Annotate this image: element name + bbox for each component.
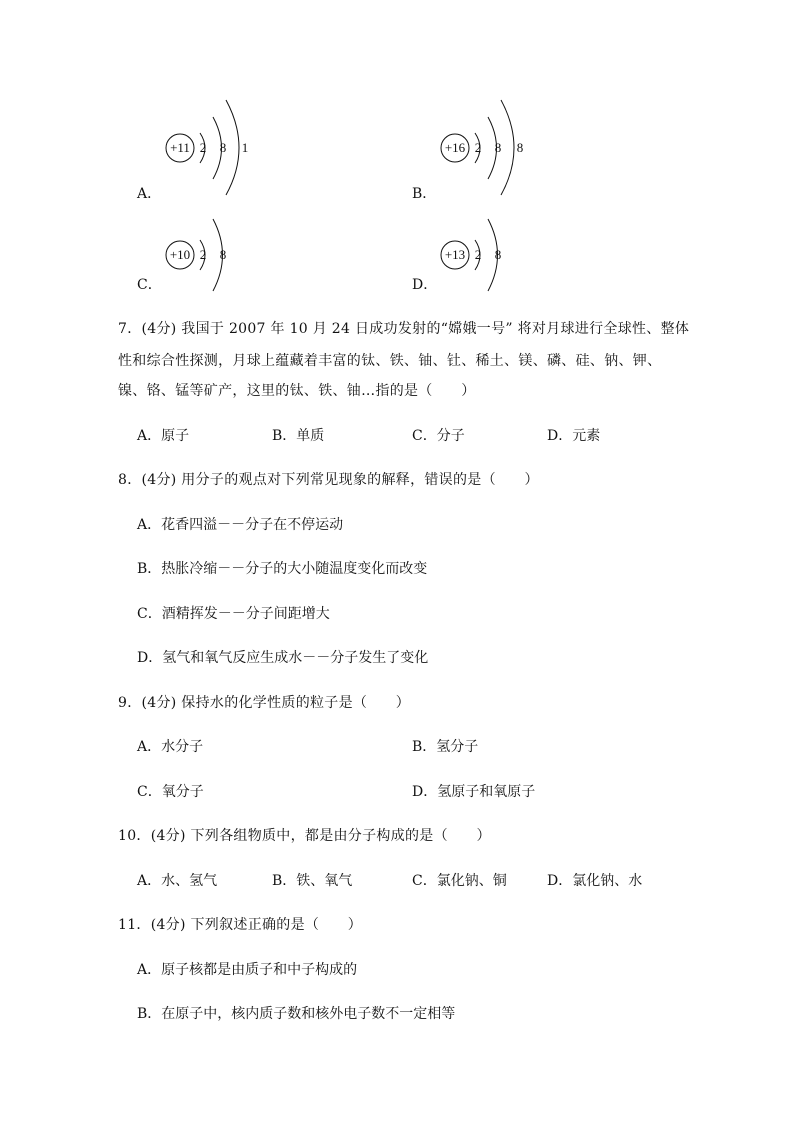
atom-diagram-d <box>425 215 525 299</box>
q10-stem: 10．(4分) 下列各组物质中，都是由分子构成的是（ ） <box>118 828 491 844</box>
atom-option-label-c: C． <box>137 277 162 293</box>
q10-option-c[interactable]: C．氯化钠、铜 <box>412 873 507 889</box>
q9-stem: 9．(4分) 保持水的化学性质的粒子是（ ） <box>118 695 411 711</box>
q7-option-d[interactable]: D．元素 <box>547 428 601 444</box>
shell-electrons-2: 8 <box>219 140 227 155</box>
shell-electrons-2: 8 <box>219 247 227 262</box>
q10-option-d[interactable]: D．氯化钠、水 <box>547 873 643 889</box>
q10-option-a[interactable]: A．水、氢气 <box>137 873 218 889</box>
q7-stem-line-1: 7．(4分) 我国于 2007 年 10 月 24 日成功发射的“嫦娥一号” 将对月球进行全球性、整体 <box>118 321 690 337</box>
nucleus-charge: +11 <box>170 140 190 155</box>
q10-option-b[interactable]: B．铁、氧气 <box>272 873 353 889</box>
q11-stem: 11．(4分) 下列叙述正确的是（ ） <box>118 917 363 933</box>
atom-option-label-d: D． <box>412 277 438 293</box>
q8-stem: 8．(4分) 用分子的观点对下列常见现象的解释，错误的是（ ） <box>118 472 539 488</box>
q11-option-a[interactable]: A．原子核都是由质子和中子构成的 <box>137 962 358 978</box>
shell-electrons-1: 2 <box>474 140 482 155</box>
q9-option-c[interactable]: C．氧分子 <box>137 784 204 800</box>
shell-electrons-2: 8 <box>494 247 502 262</box>
shell-electrons-1: 2 <box>474 247 482 262</box>
q7-stem-line-2: 性和综合性探测，月球上蕴藏着丰富的钛、铁、铀、钍、稀土、镁、磷、硅、钠、钾、 <box>118 353 662 369</box>
q8-option-d[interactable]: D．氢气和氧气反应生成水－－分子发生了变化 <box>137 650 429 666</box>
shell-arc-3 <box>501 100 514 195</box>
shell-electrons-2: 8 <box>494 140 502 155</box>
q11-option-b[interactable]: B．在原子中，核内质子数和核外电子数不一定相等 <box>137 1006 456 1022</box>
shell-arc-3 <box>226 100 239 195</box>
q9-option-d[interactable]: D．氢原子和氧原子 <box>412 784 536 800</box>
q7-option-a[interactable]: A．原子 <box>137 428 190 444</box>
q8-option-c[interactable]: C．酒精挥发－－分子间距增大 <box>137 606 330 622</box>
nucleus-charge: +16 <box>444 140 466 155</box>
atom-diagram-a-svg <box>150 95 270 195</box>
atom-option-label-a: A． <box>137 186 162 202</box>
q8-option-b[interactable]: B．热胀冷缩－－分子的大小随温度变化而改变 <box>137 561 428 577</box>
atom-diagram-b-svg <box>425 95 545 195</box>
atom-diagram-b <box>425 95 545 199</box>
atom-diagram-d-svg <box>425 215 525 295</box>
atom-diagram-c-svg <box>150 215 250 295</box>
q9-option-b[interactable]: B．氢分子 <box>412 739 479 755</box>
q8-option-a[interactable]: A．花香四溢－－分子在不停运动 <box>137 517 344 533</box>
shell-electrons-1: 2 <box>199 247 207 262</box>
shell-electrons-3: 8 <box>516 140 524 155</box>
atom-option-label-b: B． <box>412 186 437 202</box>
q7-option-c[interactable]: C．分子 <box>412 428 465 444</box>
nucleus-charge: +13 <box>444 247 466 262</box>
atom-diagram-c <box>150 215 250 299</box>
q7-option-b[interactable]: B．单质 <box>272 428 325 444</box>
shell-electrons-1: 2 <box>199 140 207 155</box>
q7-stem-line-3: 镍、铬、锰等矿产，这里的钛、铁、铀…指的是（ ） <box>118 383 476 399</box>
q9-option-a[interactable]: A．水分子 <box>137 739 204 755</box>
nucleus-charge: +10 <box>169 247 191 262</box>
shell-electrons-3: 1 <box>241 140 249 155</box>
atom-diagram-a <box>150 95 270 199</box>
